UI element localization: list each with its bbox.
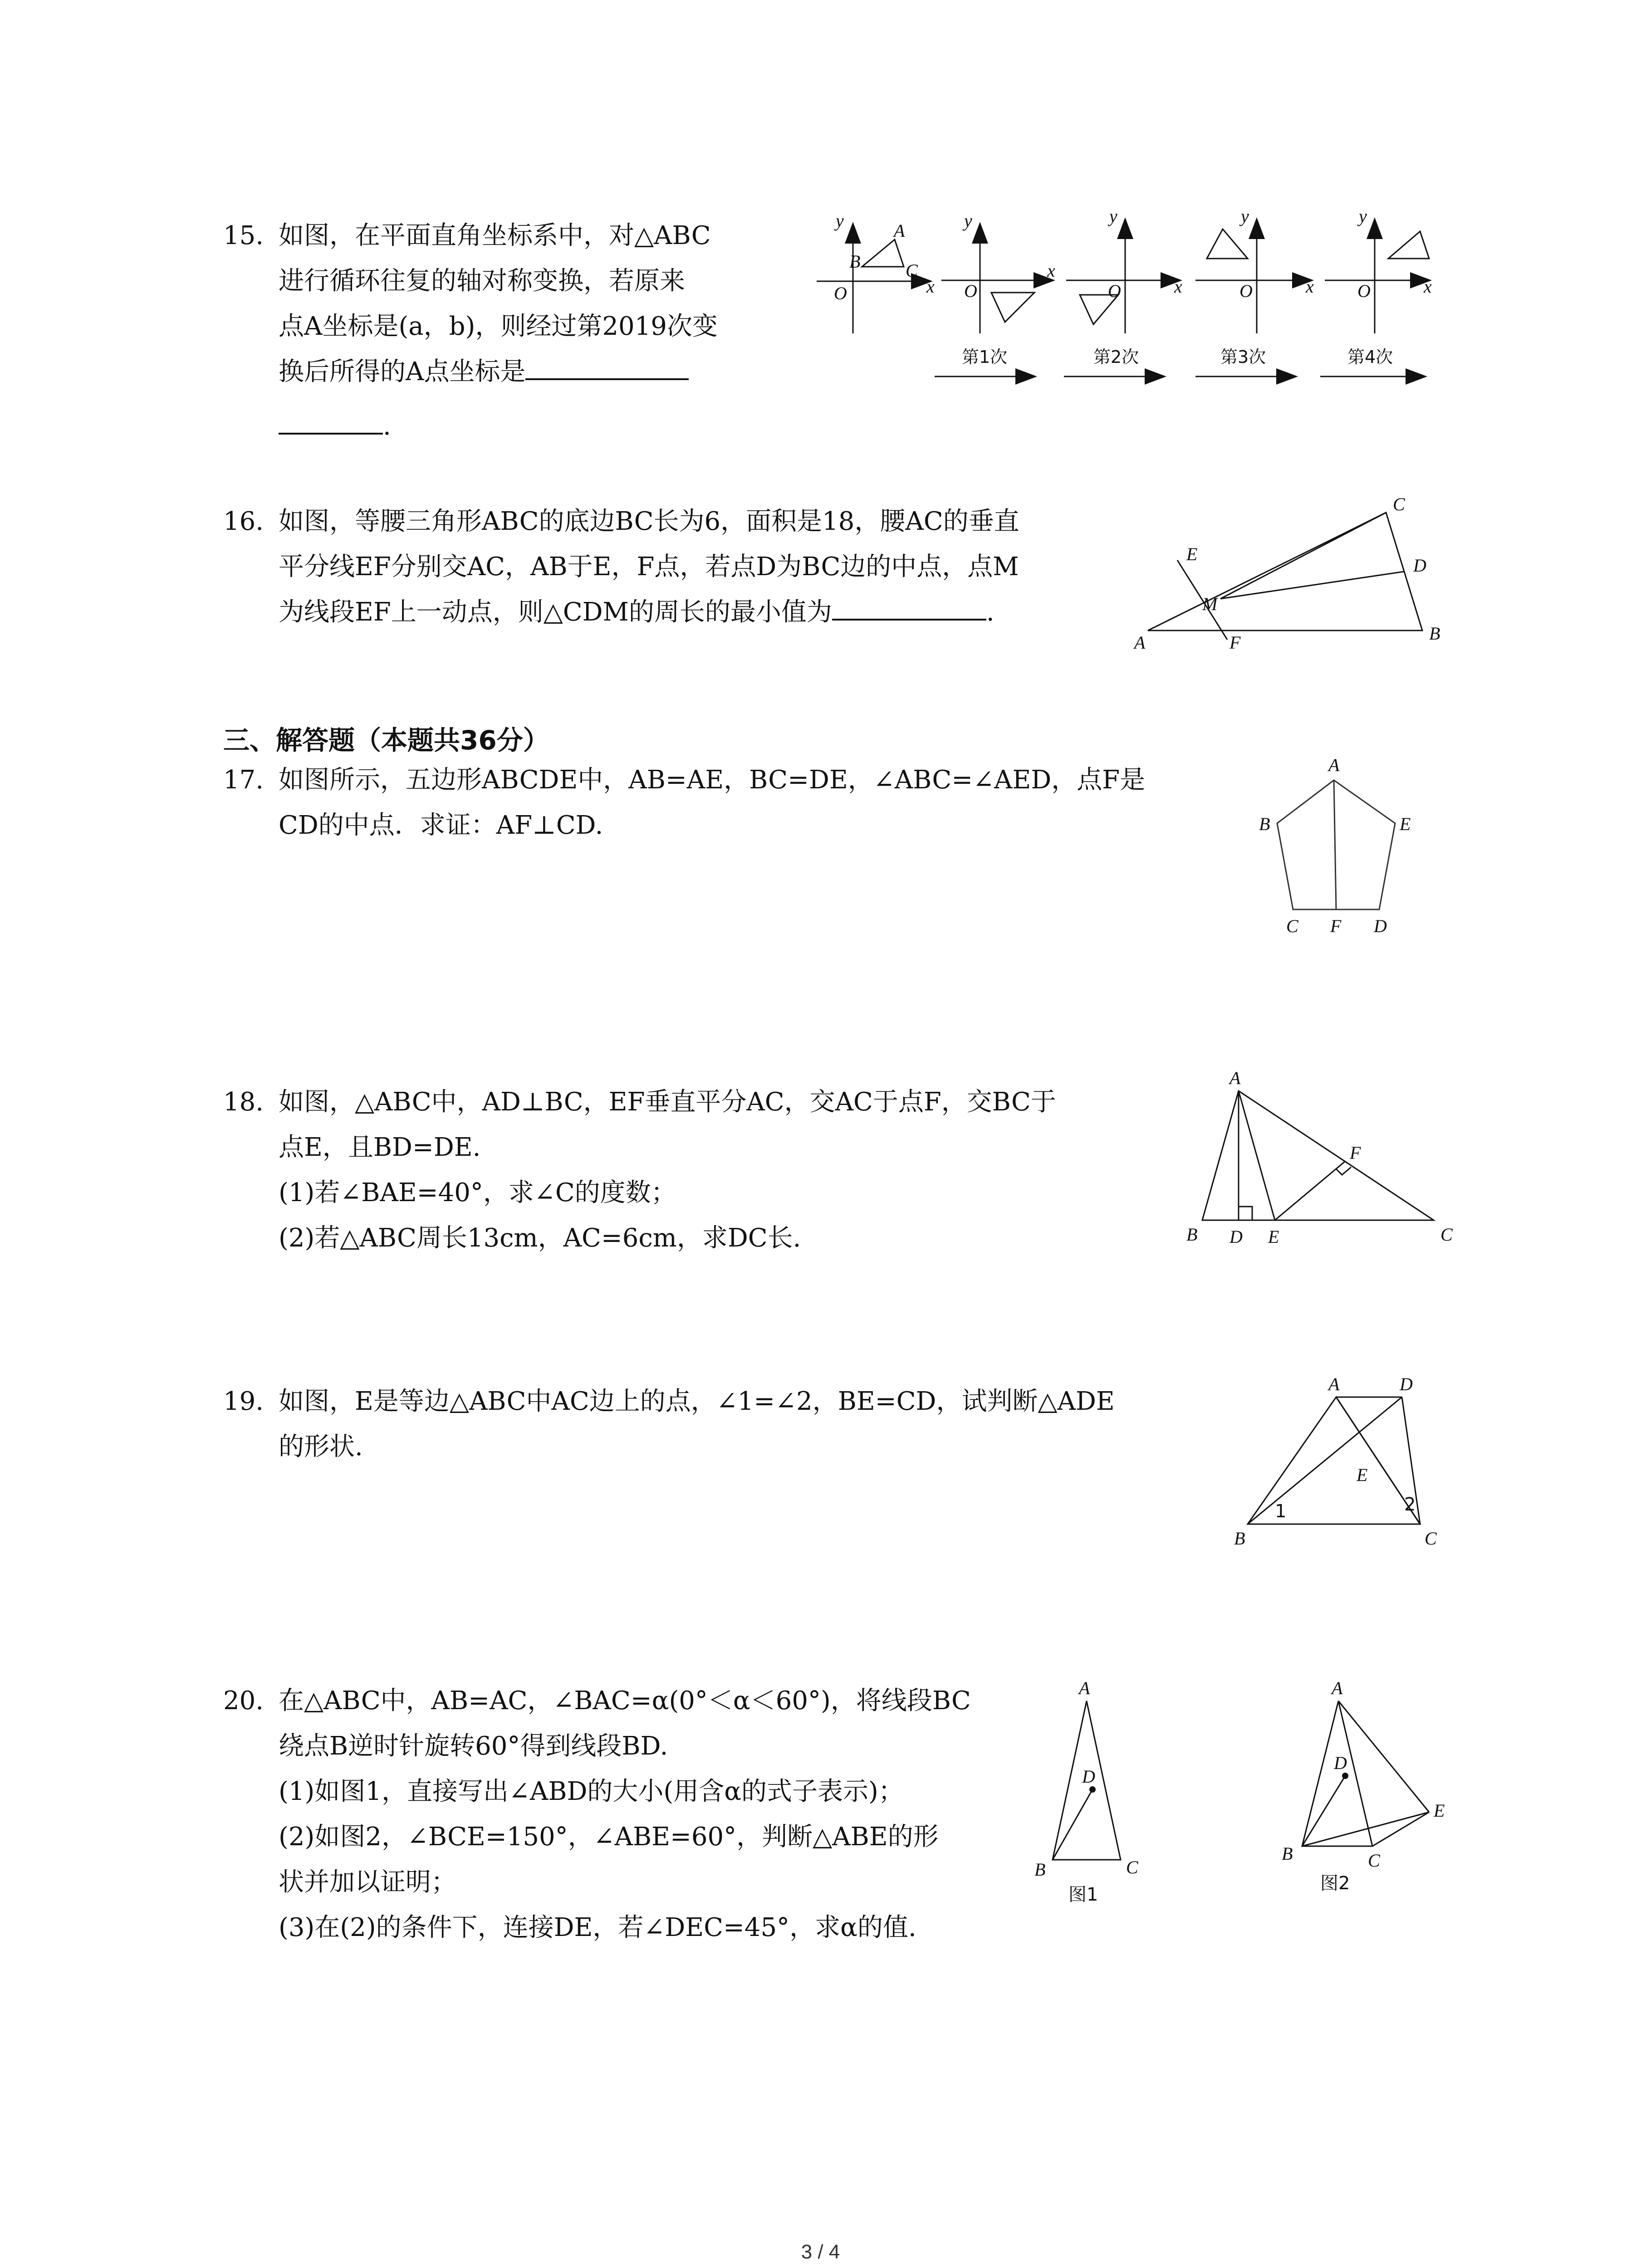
question-text-line: 点E，且BD=DE. [279, 1133, 481, 1162]
point-label-b: B [1034, 1859, 1046, 1880]
question-number: 17. [223, 765, 264, 795]
point-label-f: F [1350, 1143, 1361, 1163]
question-text-line: (1)若∠BAE=40°，求∠C的度数； [279, 1178, 676, 1207]
question-text-line: 为线段EF上一动点，则△CDM的周长的最小值为 [279, 597, 832, 627]
point-label-e: E [1186, 544, 1198, 564]
question-text-line: (2)若△ABC周长13cm，AC=6cm，求DC长. [279, 1223, 801, 1253]
question-text-line: (2)如图2，∠BCE=150°，∠ABE=60°，判断△ABE的形 [279, 1822, 939, 1852]
point-label-c: C [906, 260, 918, 281]
point-label-b: B [1186, 1224, 1198, 1245]
point-label-a: A [1079, 1678, 1090, 1698]
question-text-line: 点A坐标是(a，b)，则经过第2019次变 [279, 312, 718, 341]
step-label: 第3次 [1220, 347, 1266, 367]
pentagon-figure [1243, 755, 1434, 939]
origin-label: O [1108, 281, 1121, 301]
answer-blank[interactable] [279, 405, 383, 435]
point-label-f: F [1330, 916, 1342, 936]
question-number: 20. [223, 1686, 264, 1716]
equilateral-triangle-figure [1225, 1370, 1452, 1560]
question-text-line: 如图所示，五边形ABCDE中，AB=AE，BC=DE，∠ABC=∠AED，点F是 [279, 765, 1146, 795]
point-label-c: C [1368, 1850, 1380, 1871]
point-label-c: C [1126, 1857, 1138, 1877]
point-label-c: C [1286, 916, 1298, 936]
origin-label: O [1239, 281, 1253, 301]
answer-blank[interactable] [832, 591, 986, 621]
figure-caption: 图1 [1068, 1884, 1098, 1905]
angle-label-1: 1 [1275, 1501, 1287, 1522]
question-text-line: 如图，在平面直角坐标系中，对△ABC [279, 221, 711, 250]
point-label-d: D [1413, 555, 1426, 576]
point-label-a: A [1134, 632, 1146, 653]
point-label-m: M [1202, 594, 1218, 614]
question-text-line: 进行循环往复的轴对称变换，若原来 [279, 266, 685, 296]
point-label-c: C [1425, 1528, 1437, 1549]
point-label-b: B [1282, 1843, 1293, 1864]
origin-label: O [834, 283, 847, 303]
question-text-line: 平分线EF分别交AC，AB于E，F点，若点D为BC边的中点，点M [279, 552, 1019, 582]
question-text-line: CD的中点．求证：AF⊥CD. [279, 811, 603, 840]
axis-label-y: y [964, 210, 972, 231]
question-text-line: 在△ABC中，AB=AC，∠BAC=α(0°＜α＜60°)，将线段BC [279, 1686, 971, 1716]
point-label-c: C [1393, 494, 1405, 514]
point-label-b: B [1234, 1528, 1245, 1549]
triangle-perpendicular-figure [1180, 1066, 1461, 1256]
question-text-line: 的形状. [279, 1432, 363, 1461]
point-label-d: D [1374, 916, 1387, 936]
origin-label: O [964, 281, 977, 301]
figure-16 [1134, 490, 1461, 655]
axis-label-x: x [1047, 260, 1055, 281]
question-text-line: 绕点B逆时针旋转60°得到线段BD. [279, 1731, 668, 1761]
point-label-e: E [1434, 1800, 1445, 1821]
question-text-line: 换后所得的A点坐标是 [279, 357, 526, 386]
question-text-line: 状并加以证明； [279, 1867, 456, 1897]
question-text-line: (3)在(2)的条件下，连接DE，若∠DEC=45°，求α的值. [279, 1913, 916, 1942]
question-text-line: 如图，等腰三角形ABC的底边BC长为6，面积是18，腰AC的垂直 [279, 507, 1019, 536]
figure-19 [1225, 1370, 1452, 1562]
figure-2 [1270, 1674, 1461, 1892]
point-label-a: A [1332, 1678, 1343, 1698]
point-label-f: F [1230, 632, 1241, 653]
point-label-b: B [1259, 814, 1270, 834]
origin-label: O [1357, 281, 1371, 301]
point-label-e: E [1400, 814, 1411, 834]
axis-label-y: y [1241, 206, 1249, 226]
question-text-line: 如图，△ABC中，AD⊥BC，EF垂直平分AC，交AC于点F，交BC于 [279, 1087, 1056, 1117]
axis-label-x: x [1306, 276, 1314, 297]
point-label-b: B [849, 251, 861, 272]
point-label-d: D [1400, 1374, 1413, 1394]
point-label-b: B [1429, 623, 1440, 644]
point-label-d: D [1230, 1227, 1243, 1247]
point-label-e: E [1268, 1227, 1279, 1247]
point-label-a: A [1328, 1374, 1340, 1394]
answer-blank[interactable] [525, 350, 689, 380]
figure-20-1 [1025, 1674, 1161, 1911]
point-label-e: E [1357, 1465, 1368, 1485]
question-number: 18. [223, 1087, 264, 1117]
point-label-d: D [1334, 1753, 1347, 1773]
figure-caption: 图2 [1320, 1873, 1350, 1894]
point-label-a: A [894, 220, 905, 241]
point-label-a: A [1328, 755, 1340, 775]
period: . [986, 597, 994, 627]
question-number: 16. [223, 507, 264, 536]
question-number: 19. [223, 1387, 264, 1416]
coordinate-transform-figure [798, 206, 1443, 399]
figure-1 [1025, 1674, 1161, 1910]
section-heading: 三、解答题（本题共36分） [223, 725, 549, 756]
axis-label-x: x [1174, 276, 1182, 297]
isosceles-triangle-figure [1134, 490, 1461, 653]
axis-label-x: x [926, 276, 935, 297]
step-label: 第1次 [962, 347, 1008, 367]
figure-18 [1180, 1066, 1461, 1258]
axis-label-y: y [836, 210, 844, 231]
axis-label-x: x [1424, 276, 1432, 297]
figure-17 [1243, 755, 1434, 941]
question-number: 15. [223, 221, 264, 250]
question-text-line: (1)如图1，直接写出∠ABD的大小(用含α的式子表示)； [279, 1777, 904, 1806]
figure-15 [798, 206, 1443, 401]
period: . [383, 411, 391, 441]
question-text-line: 如图，E是等边△ABC中AC边上的点，∠1=∠2，BE=CD，试判断△ADE [279, 1387, 1115, 1416]
step-label: 第2次 [1093, 347, 1139, 367]
figure-20-2 [1270, 1674, 1461, 1893]
angle-label-2: 2 [1404, 1494, 1416, 1515]
page-number: 3 / 4 [801, 2241, 840, 2263]
axis-label-y: y [1359, 206, 1367, 226]
point-label-d: D [1082, 1766, 1095, 1787]
axis-label-y: y [1109, 206, 1117, 226]
point-label-c: C [1440, 1224, 1453, 1245]
point-label-a: A [1230, 1068, 1241, 1088]
step-label: 第4次 [1347, 347, 1393, 367]
